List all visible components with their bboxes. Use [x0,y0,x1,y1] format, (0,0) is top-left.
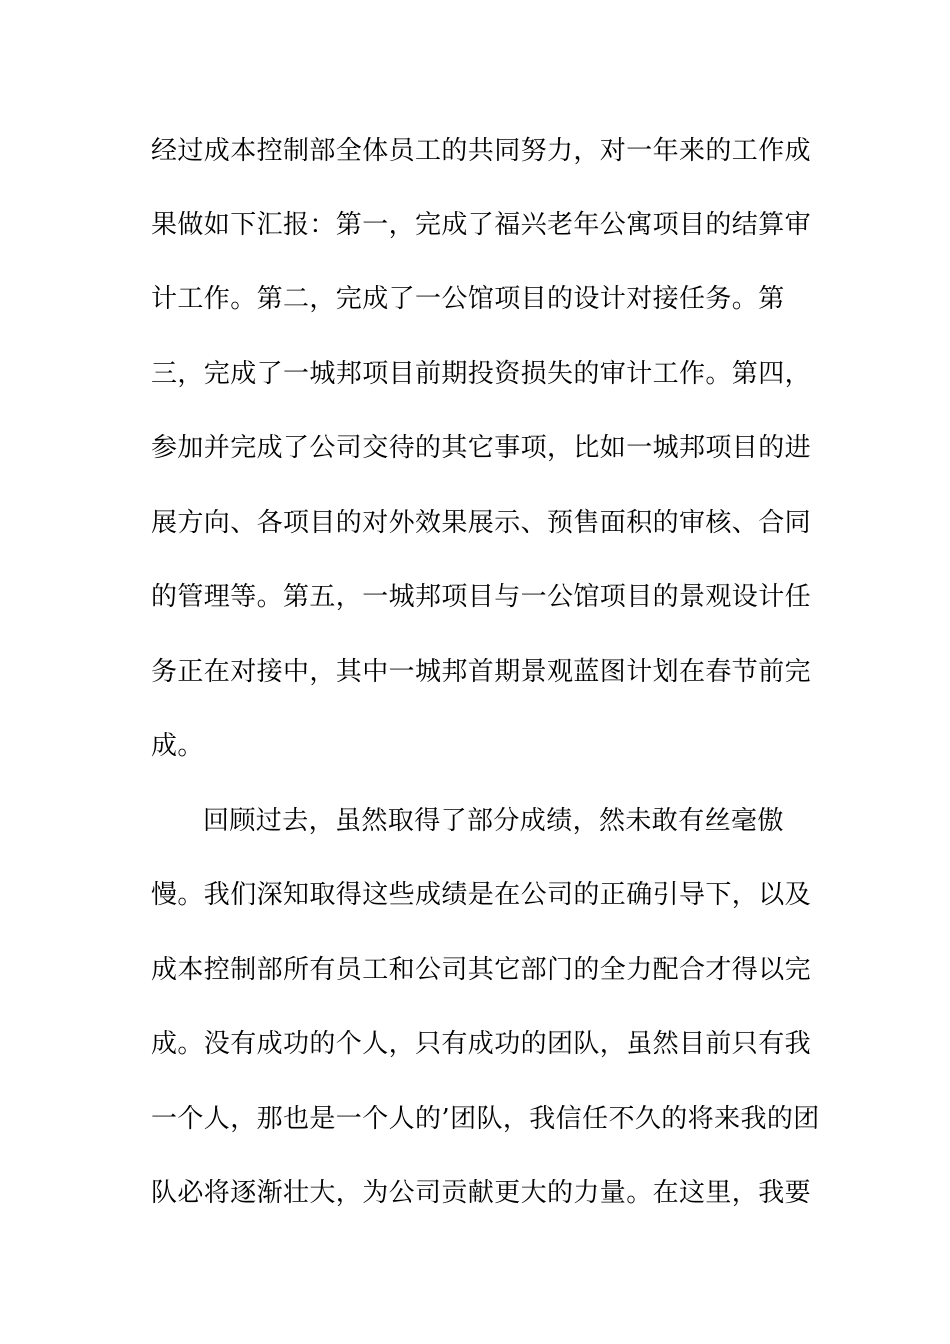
text-line: 慢。我们深知取得这些成绩是在公司的正确引导下，以及 [151,880,812,910]
text-line: 三，完成了一城邦项目前期投资损失的审计工作。第四， [151,359,812,389]
text-line: 队必将逐渐壮大，为公司贡献更大的力量。在这里，我要 [151,1178,812,1208]
text-line: 果做如下汇报：第一，完成了福兴老年公寓项目的结算审 [151,210,812,240]
text-line: 成。没有成功的个人，只有成功的团队，虽然目前只有我 [151,1029,812,1059]
text-line: 成本控制部所有员工和公司其它部门的全力配合才得以完 [151,955,812,985]
text-line: 经过成本控制部全体员工的共同努力，对一年来的工作成 [151,136,812,166]
text-line: 成。 [151,731,204,761]
text-line: 的管理等。第五，一城邦项目与一公馆项目的景观设计任 [151,582,812,612]
text-line: 回顾过去，虽然取得了部分成绩，然未敢有丝毫傲 [203,806,784,836]
text-line: 一个人，那也是一个人的’团队，我信任不久的将来我的团 [151,1104,820,1134]
text-line: 务正在对接中，其中一城邦首期景观蓝图计划在春节前完 [151,657,812,687]
text-line: 计工作。第二，完成了一公馆项目的设计对接任务。第 [151,284,785,314]
text-line: 展方向、各项目的对外效果展示、预售面积的审核、合同 [151,508,812,538]
text-line: 参加并完成了公司交待的其它事项，比如一城邦项目的进 [151,433,812,463]
